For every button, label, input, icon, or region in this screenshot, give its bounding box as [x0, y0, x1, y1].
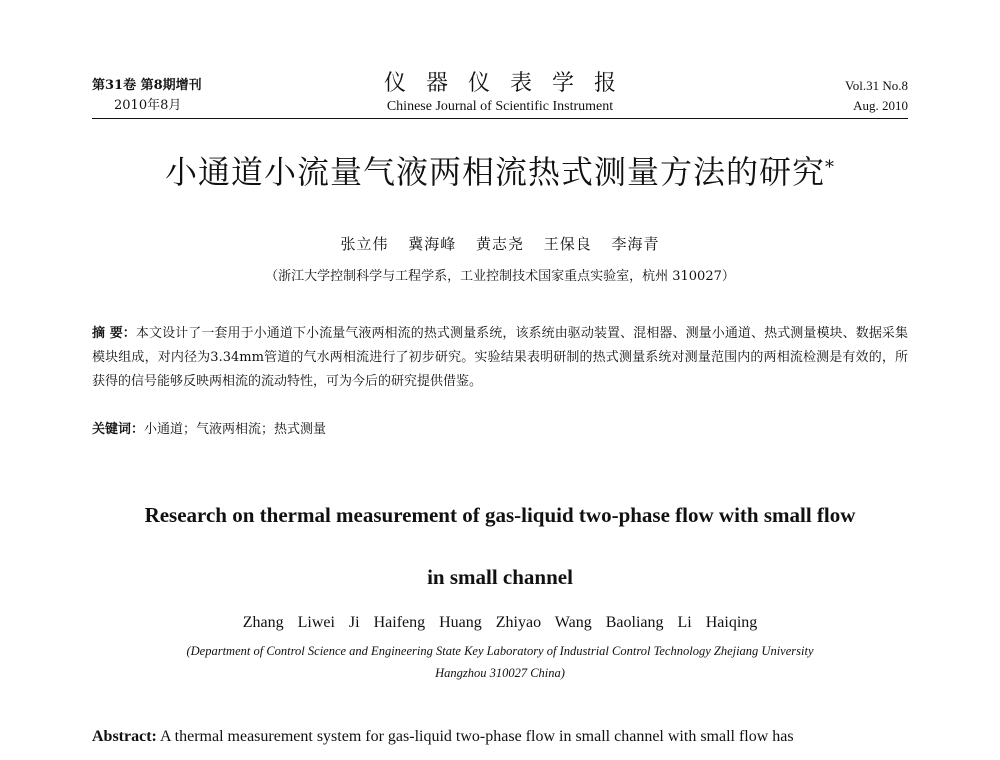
volume-en: Vol.31 No.8	[845, 78, 908, 93]
keywords-cn	[92, 418, 908, 442]
abstract-cn-label: 摘 要：	[92, 326, 136, 341]
authors-cn: 张立伟 冀海峰 黄志尧 王保良 李海青	[340, 235, 660, 253]
journal-name-en: Chinese Journal of Scientific Instrument	[386, 99, 614, 114]
header-volume-en	[845, 76, 908, 116]
header-divider	[92, 118, 908, 119]
title-footnote-mark: *	[825, 157, 835, 178]
title-en-line1: Research on thermal measurement of gas-liquid two-phase flow with small flow	[144, 503, 856, 527]
paper-title-cn	[60, 150, 940, 194]
journal-name-cn: 仪器仪表学报	[383, 71, 636, 96]
date-cn: 2010年8月	[114, 98, 182, 113]
affiliation-en	[100, 640, 900, 684]
abstract-en-text: A thermal measurement system for gas-liquid two-phase flow in small channel with small flow has	[156, 728, 794, 745]
authors-en: Zhang Liwei Ji Haifeng Huang Zhiyao Wang Baoliang Li Haiqing	[242, 614, 758, 631]
abstract-cn-text: 本文设计了一套用于小通道下小流量气液两相流的热式测量系统，该系统由驱动装置、混相器、测量小通道、热式测量模块、数据采集模块组成，对内径为3.34mm管道的气水两相流进行了初步研究。实验结果表明研制的热式测量系统对测量范围内的两相流检测是有效的，所获得的信号能够反映两相流的流动特性，可为今后的研究提供借鉴。	[92, 326, 908, 389]
paper-title-en	[40, 484, 960, 608]
date-en: Aug. 2010	[853, 98, 908, 113]
title-en-line2: in small channel	[427, 565, 573, 589]
keywords-cn-text: 小通道；气液两相流；热式测量	[144, 422, 327, 437]
journal-name	[340, 70, 660, 116]
affiliation-cn: （浙江大学控制科学与工程学系，工业控制技术国家重点实验室，杭州 310027）	[265, 269, 735, 284]
volume-cn: 第31卷 第8期增刊	[92, 78, 202, 93]
header-volume-cn	[92, 76, 202, 116]
affiliation-en-line2: Hangzhou 310027 China)	[435, 666, 565, 680]
title-cn-text: 小通道小流量气液两相流热式测量方法的研究	[164, 153, 825, 191]
keywords-cn-label: 关键词：	[92, 422, 145, 437]
abstract-cn	[92, 322, 908, 394]
affiliation-en-line1: (Department of Control Science and Engineering State Key Laboratory of Industrial Control Technology Zhejiang University	[186, 644, 814, 658]
abstract-en	[92, 722, 908, 752]
abstract-en-label: Abstract:	[92, 728, 157, 745]
